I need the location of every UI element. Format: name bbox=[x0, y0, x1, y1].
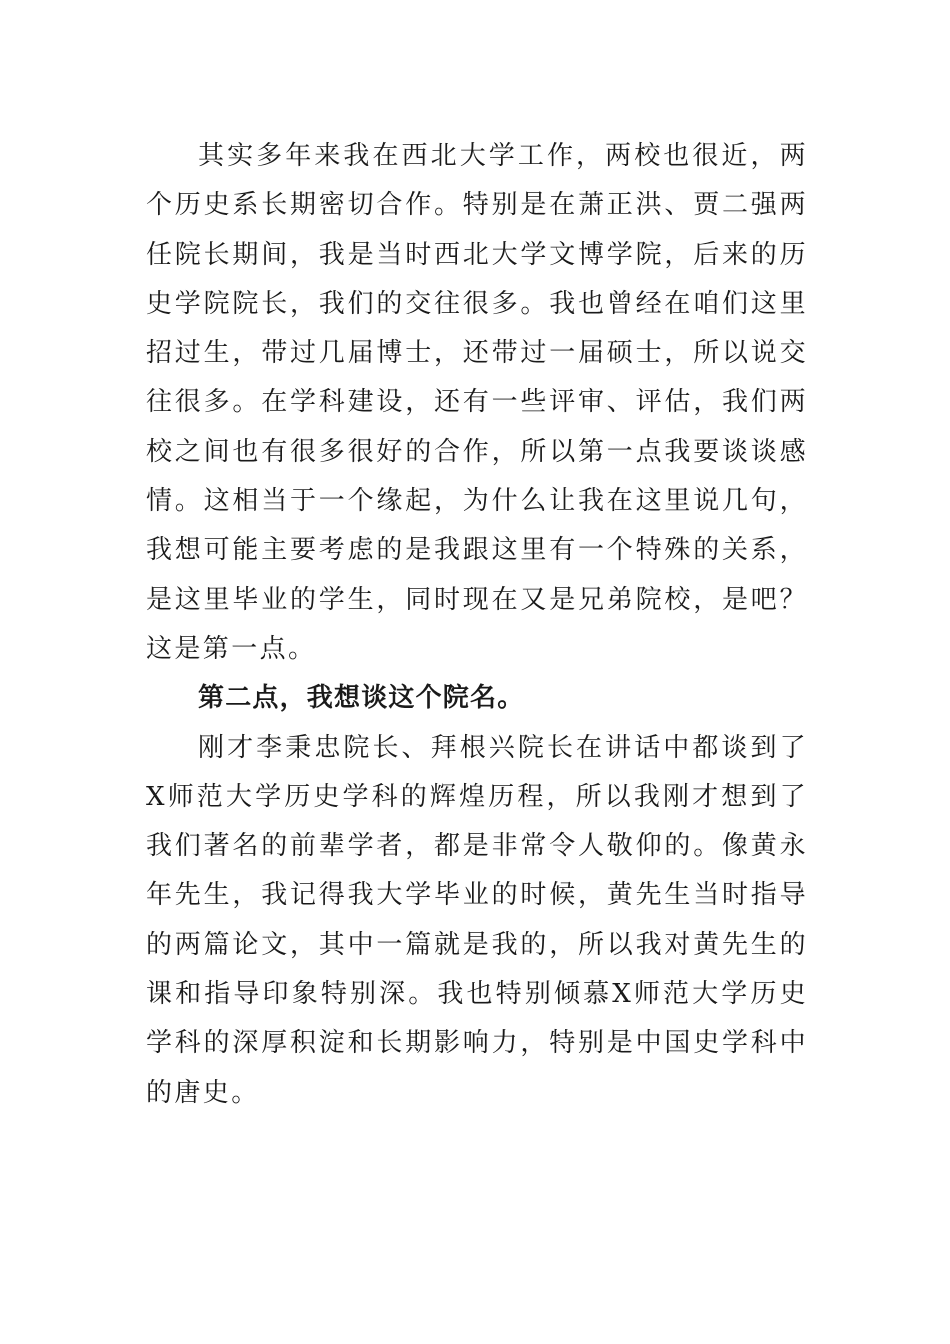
document-body bbox=[146, 132, 808, 1118]
section-heading: 第二点，我想谈这个院名。 bbox=[198, 683, 525, 714]
paragraph-1: 其实多年来我在西北大学工作，两校也很近，两个历史系长期密切合作。特别是在萧正洪、贾二强两任院长期间，我是当时西北大学文博学院，后来的历史学院院长，我们的交往很多。我也曾经在咱们这里招过生，带过几届博士，还带过一届硕士，所以说交往很多。在学科建设，还有一些评审、评估，我们两校之间也有很多很好的合作，所以第一点我要谈谈感情。这相当于一个缘起，为什么让我在这里说几句，我想可能主要考虑的是我跟这里有一个特殊的关系，是这里毕业的学生，同时现在又是兄弟院校，是吧？这是第一点。 bbox=[146, 141, 808, 664]
paragraph-2: 刚才李秉忠院长、拜根兴院长在讲话中都谈到了X师范大学历史学科的辉煌历程，所以我刚才想到了我们著名的前辈学者，都是非常令人敬仰的。像黄永年先生，我记得我大学毕业的时候，黄先生当时指导的两篇论文，其中一篇就是我的，所以我对黄先生的课和指导印象特别深。我也特别倾慕X师范大学历史学科的深厚积淀和长期影响力，特别是中国史学科中的唐史。 bbox=[146, 732, 808, 1108]
